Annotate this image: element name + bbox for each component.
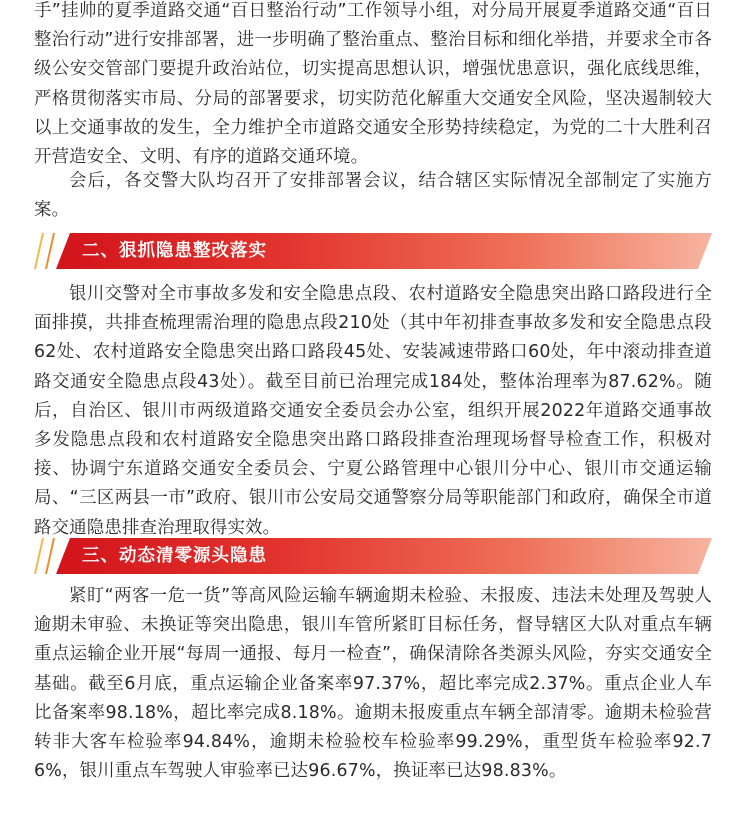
header-decor-stripe xyxy=(34,233,44,269)
section-header-hazard-rectification xyxy=(34,233,714,269)
header-decor-stripe xyxy=(45,233,55,269)
section-header-source-hazards xyxy=(34,538,714,574)
section-title: 二、狠抓隐患整改落实 xyxy=(82,241,267,261)
paragraph-source-hazards: 紧盯“两客一危一货”等高风险运输车辆逾期未检验、未报废、违法未处理及驾驶人逾期未审验、未换证等突出隐患，银川车管所紧盯目标任务，督导辖区大队对重点车辆重点运输企业开展“每周一通报、每月一检查”，确保清除各类源头风险，夯实交通安全基础。截至6月底，重点运输企业备案率97.37%，超比率完成2.37%。重点企业人车比备案率98.18%，超比率完成8.18%。逾期未报废重点车辆全部清零。逾期未检验营转非大客车检验率94.84%，逾期未检验校车检验率99.29%，重型货车检验率92.76%，银川重点车驾驶人审验率已达96.67%，换证率已达98.83%。 xyxy=(34,586,712,782)
paragraph-hazard-rectification: 银川交警对全市事故多发和安全隐患点段、农村道路安全隐患突出路口路段进行全面排摸，共排查梳理需治理的隐患点段210处（其中年初排查事故多发和安全隐患点段62处、农村道路安全隐患突出路口路段45处、安装减速带路口60处，年中滚动排查道路交通安全隐患点段43处）。截至目前已治理完成184处，整体治理率为87.62%。随后，自治区、银川市两级道路交通安全委员会办公室，组织开展2022年道路交通事故多发隐患点段和农村道路安全隐患突出路口路段排查治理现场督导检查工作，积极对接、协调宁东道路交通安全委员会、宁夏公路管理中心银川分中心、银川市交通运输局、“三区两县一市”政府、银川市公安局交通警察分局等职能部门和政府，确保全市道路交通隐患排查治理取得实效。 xyxy=(34,284,712,538)
paragraph-summer-campaign: 手”挂帅的夏季道路交通“百日整治行动”工作领导小组，对分局开展夏季道路交通“百日整治行动”进行安排部署，进一步明确了整治重点、整治目标和细化举措，并要求全市各级公安交管部门要提升政治站位，切实提高思想认识，增强忧患意识，强化底线思维，严格贯彻落实市局、分局的部署要求，切实防范化解重大交通安全风险，坚决遏制较大以上交通事故的发生，全力维护全市道路交通安全形势持续稳定，为党的二十大胜利召开营造安全、文明、有序的道路交通环境。 xyxy=(34,1,712,168)
header-decor-stripe xyxy=(45,538,55,574)
section-title: 三、动态清零源头隐患 xyxy=(82,546,267,566)
header-decor-stripe xyxy=(34,538,44,574)
paragraph-after-meeting: 会后，各交警大队均召开了安排部署会议，结合辖区实际情况全部制定了实施方案。 xyxy=(34,171,712,221)
